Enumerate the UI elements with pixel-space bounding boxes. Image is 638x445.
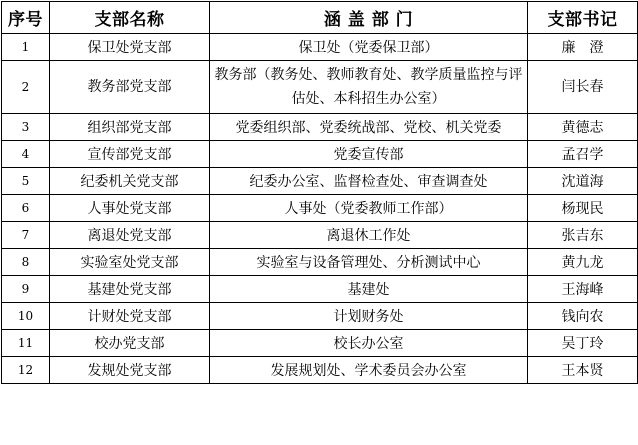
row-departments: 计划财务处 — [210, 303, 528, 330]
row-departments: 党委组织部、党委统战部、党校、机关党委 — [210, 114, 528, 141]
row-branch: 校办党支部 — [50, 330, 210, 357]
row-departments: 党委宣传部 — [210, 141, 528, 168]
row-no: 7 — [2, 222, 50, 249]
row-no: 11 — [2, 330, 50, 357]
row-departments: 保卫处（党委保卫部） — [210, 34, 528, 61]
row-departments: 校长办公室 — [210, 330, 528, 357]
header-branch: 支部名称 — [50, 2, 210, 34]
row-branch: 基建处党支部 — [50, 276, 210, 303]
row-departments: 基建处 — [210, 276, 528, 303]
row-no: 2 — [2, 61, 50, 114]
row-secretary: 孟召学 — [528, 141, 638, 168]
row-departments: 实验室与设备管理处、分析测试中心 — [210, 249, 528, 276]
row-departments: 纪委办公室、监督检查处、审查调查处 — [210, 168, 528, 195]
row-secretary: 张吉东 — [528, 222, 638, 249]
row-no: 4 — [2, 141, 50, 168]
row-branch: 保卫处党支部 — [50, 34, 210, 61]
table-row — [2, 222, 638, 249]
row-secretary: 杨现民 — [528, 195, 638, 222]
header-departments: 涵 盖 部 门 — [210, 2, 528, 34]
row-branch: 实验室处党支部 — [50, 249, 210, 276]
row-no: 10 — [2, 303, 50, 330]
row-secretary: 吴丁玲 — [528, 330, 638, 357]
row-secretary: 黄九龙 — [528, 249, 638, 276]
row-branch: 宣传部党支部 — [50, 141, 210, 168]
table-row — [2, 276, 638, 303]
header-row — [2, 2, 638, 34]
row-departments: 人事处（党委教师工作部） — [210, 195, 528, 222]
table-row — [2, 357, 638, 384]
row-no: 6 — [2, 195, 50, 222]
row-no: 12 — [2, 357, 50, 384]
row-departments: 离退休工作处 — [210, 222, 528, 249]
row-secretary: 沈道海 — [528, 168, 638, 195]
row-departments: 发展规划处、学术委员会办公室 — [210, 357, 528, 384]
row-no: 1 — [2, 34, 50, 61]
row-secretary: 王本贤 — [528, 357, 638, 384]
row-branch: 发规处党支部 — [50, 357, 210, 384]
row-secretary: 黄德志 — [528, 114, 638, 141]
table-row — [2, 168, 638, 195]
row-branch: 离退处党支部 — [50, 222, 210, 249]
table-row — [2, 114, 638, 141]
row-secretary: 钱向农 — [528, 303, 638, 330]
table-row — [2, 303, 638, 330]
row-no: 3 — [2, 114, 50, 141]
row-secretary: 闫长春 — [528, 61, 638, 114]
row-branch: 人事处党支部 — [50, 195, 210, 222]
row-secretary: 王海峰 — [528, 276, 638, 303]
row-departments: 教务部（教务处、教师教育处、教学质量监控与评估处、本科招生办公室） — [210, 61, 528, 114]
table-row — [2, 249, 638, 276]
row-branch: 纪委机关党支部 — [50, 168, 210, 195]
branch-table — [1, 1, 638, 384]
header-no: 序号 — [2, 2, 50, 34]
table-row — [2, 195, 638, 222]
row-no: 9 — [2, 276, 50, 303]
header-secretary: 支部书记 — [528, 2, 638, 34]
row-branch: 教务部党支部 — [50, 61, 210, 114]
table-row — [2, 61, 638, 114]
row-secretary: 廉 澄 — [528, 34, 638, 61]
row-branch: 计财处党支部 — [50, 303, 210, 330]
table-row — [2, 141, 638, 168]
row-no: 5 — [2, 168, 50, 195]
table-row — [2, 34, 638, 61]
row-branch: 组织部党支部 — [50, 114, 210, 141]
row-no: 8 — [2, 249, 50, 276]
table-row — [2, 330, 638, 357]
